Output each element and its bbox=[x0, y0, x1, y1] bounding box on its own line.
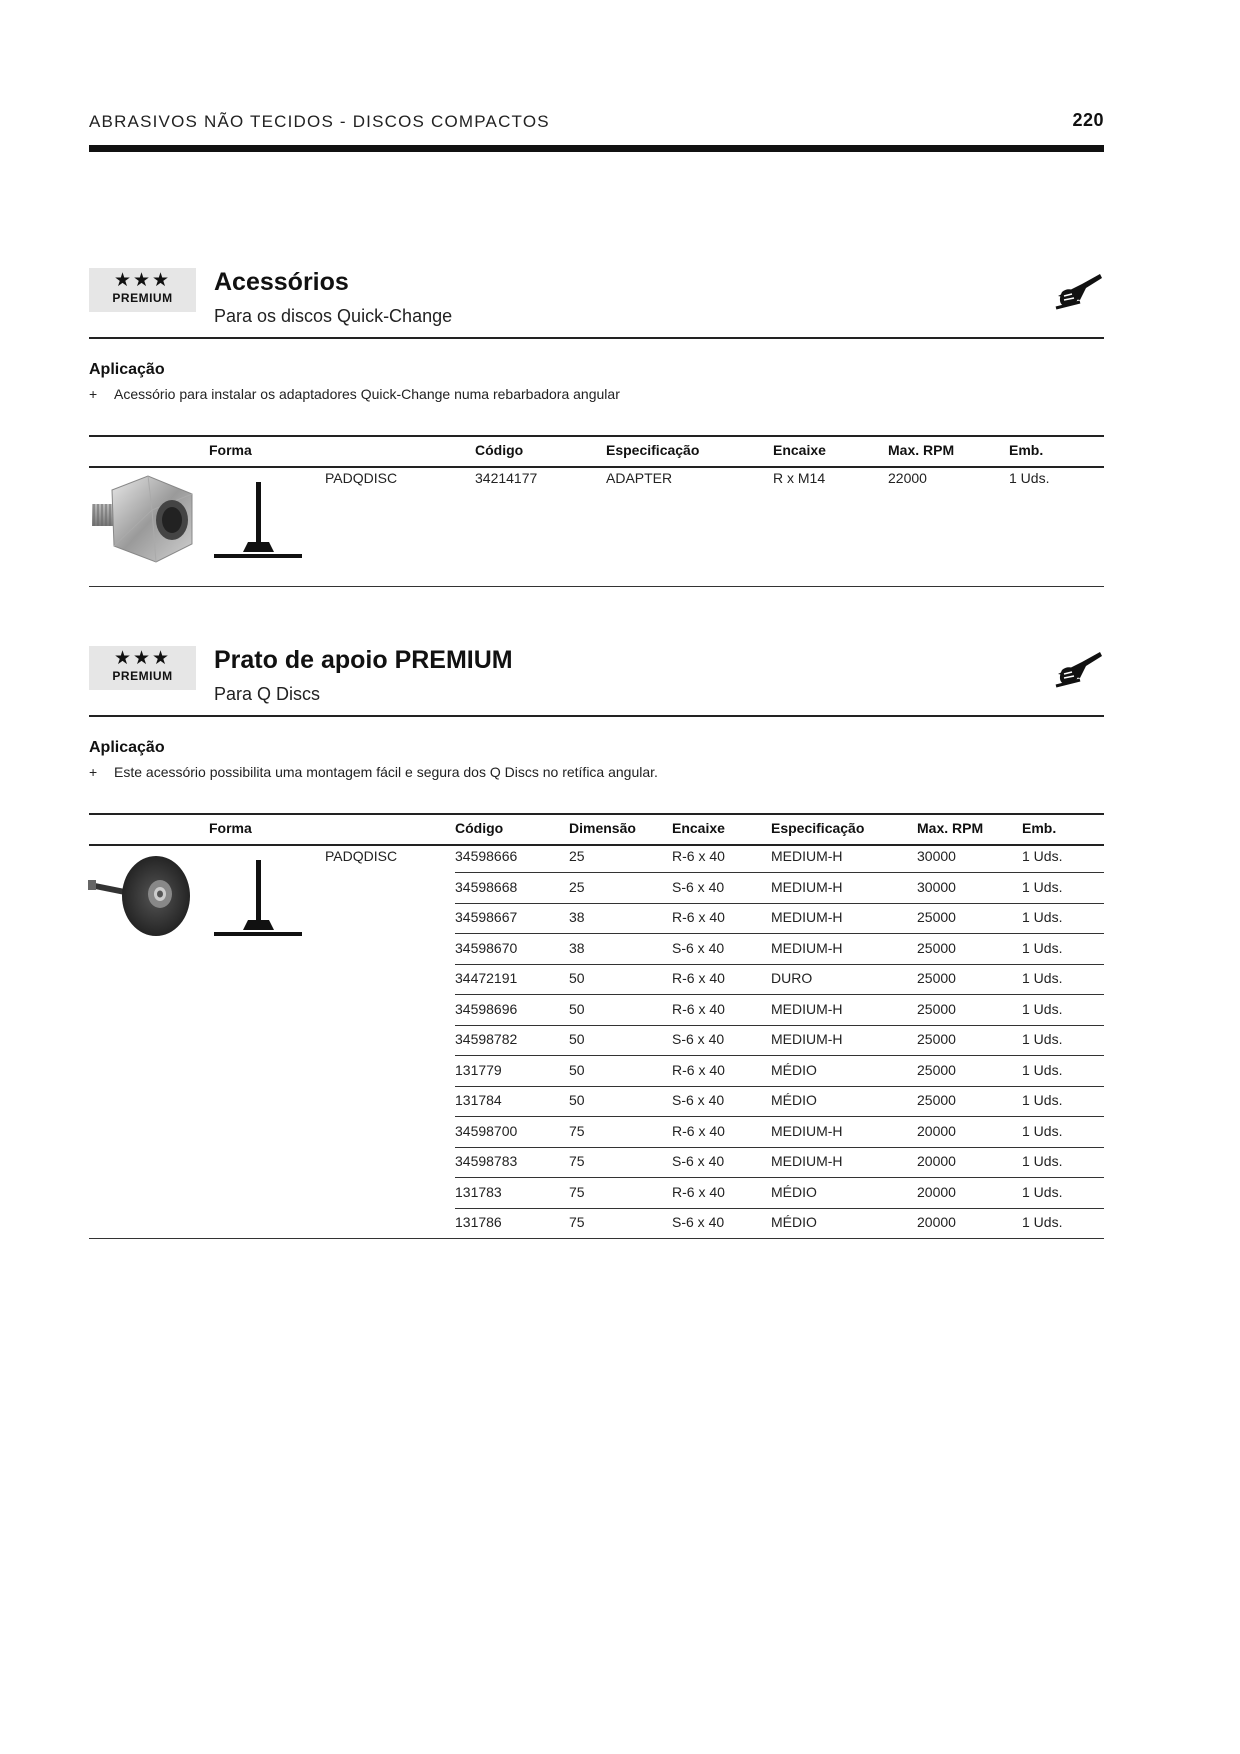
section-rule bbox=[89, 337, 1104, 339]
row-divider bbox=[455, 1055, 1104, 1056]
cell-especificacao: MÉDIO bbox=[771, 1061, 817, 1078]
cell-max-rpm: 25000 bbox=[917, 970, 956, 986]
cell-codigo: 131786 bbox=[455, 1214, 502, 1230]
plus-icon: + bbox=[89, 386, 98, 402]
cell-especificacao: MEDIUM-H bbox=[771, 848, 843, 864]
cell-dimensao: 75 bbox=[569, 1122, 585, 1139]
product-name: PADQDISC bbox=[325, 848, 398, 864]
cell-dimensao: 25 bbox=[569, 848, 585, 864]
col-header-especificacao: Especificação bbox=[771, 820, 865, 836]
col-header-codigo: Código bbox=[455, 820, 504, 836]
cell-encaixe: R-6 x 40 bbox=[672, 1000, 725, 1017]
table-bottom-rule bbox=[89, 1238, 1104, 1239]
cell-encaixe: S-6 x 40 bbox=[672, 1153, 725, 1169]
row-divider bbox=[455, 1086, 1104, 1087]
product-name: PADQDISC bbox=[325, 470, 398, 486]
cell-especificacao: MÉDIO bbox=[771, 1183, 817, 1200]
cell-codigo: 131779 bbox=[455, 1061, 502, 1078]
cell-emb: 1 Uds. bbox=[1022, 1061, 1063, 1078]
cell-encaixe: R-6 x 40 bbox=[672, 1122, 725, 1139]
cell-emb: 1 Uds. bbox=[1022, 1214, 1063, 1230]
cell-codigo: 34598666 bbox=[455, 848, 518, 864]
col-header-max-rpm: Max. RPM bbox=[888, 442, 955, 458]
col-header-especificacao: Especificação bbox=[606, 442, 700, 458]
cell-max-rpm: 20000 bbox=[917, 1122, 956, 1139]
cell-dimensao: 50 bbox=[569, 970, 585, 986]
cell-emb: 1 Uds. bbox=[1022, 939, 1063, 956]
section-subtitle: Para Q Discs bbox=[214, 684, 321, 704]
cell-emb: 1 Uds. bbox=[1022, 1183, 1063, 1200]
page-number: 220 bbox=[1072, 110, 1104, 130]
cell-emb: 1 Uds. bbox=[1009, 470, 1050, 486]
cell-especificacao: MEDIUM-H bbox=[771, 939, 843, 956]
cell-encaixe: S-6 x 40 bbox=[672, 939, 725, 956]
cell-codigo: 131784 bbox=[455, 1092, 502, 1108]
stars-icon: ★★★ bbox=[113, 648, 172, 669]
cell-codigo: 34598783 bbox=[455, 1153, 518, 1169]
row-divider bbox=[455, 1208, 1104, 1209]
row-divider bbox=[455, 964, 1104, 965]
cell-max-rpm: 25000 bbox=[917, 1031, 956, 1047]
cell-especificacao: MEDIUM-H bbox=[771, 1153, 843, 1169]
premium-badge bbox=[89, 646, 196, 690]
header-rule bbox=[89, 145, 1104, 152]
running-header-title: ABRASIVOS NÃO TECIDOS - DISCOS COMPACTOS bbox=[89, 112, 550, 131]
cell-max-rpm: 25000 bbox=[917, 939, 956, 956]
table-top-rule bbox=[89, 813, 1104, 815]
cell-max-rpm: 25000 bbox=[917, 1061, 956, 1078]
row-divider bbox=[455, 903, 1104, 904]
cell-encaixe: R-6 x 40 bbox=[672, 909, 725, 925]
cell-max-rpm: 25000 bbox=[917, 1092, 956, 1108]
cell-especificacao: MÉDIO bbox=[771, 1092, 817, 1108]
application-title: Aplicação bbox=[89, 361, 165, 378]
table-header-rule bbox=[89, 844, 1104, 846]
cell-codigo: 34472191 bbox=[455, 970, 518, 986]
cell-emb: 1 Uds. bbox=[1022, 1031, 1063, 1047]
angle-grinder-icon bbox=[1052, 648, 1104, 692]
cell-emb: 1 Uds. bbox=[1022, 1122, 1063, 1139]
application-text: Este acessório possibilita uma montagem fácil e segura dos Q Discs no retífica angular. bbox=[114, 764, 658, 780]
cell-dimensao: 75 bbox=[569, 1153, 585, 1169]
cell-max-rpm: 20000 bbox=[917, 1183, 956, 1200]
cell-dimensao: 38 bbox=[569, 939, 585, 956]
cell-especificacao: MÉDIO bbox=[771, 1214, 817, 1230]
application-item bbox=[89, 764, 658, 780]
application-text: Acessório para instalar os adaptadores Quick-Change numa rebarbadora angular bbox=[114, 386, 620, 402]
table-header-rule bbox=[89, 466, 1104, 468]
premium-badge bbox=[89, 268, 196, 312]
cell-codigo: 34598667 bbox=[455, 909, 518, 925]
cell-emb: 1 Uds. bbox=[1022, 1153, 1063, 1169]
cell-emb: 1 Uds. bbox=[1022, 970, 1063, 986]
section-title: Acessórios bbox=[214, 268, 349, 296]
row-divider bbox=[455, 1116, 1104, 1117]
col-header-max-rpm: Max. RPM bbox=[917, 820, 984, 836]
cell-especificacao: DURO bbox=[771, 970, 813, 986]
row-divider bbox=[455, 1177, 1104, 1178]
application-item bbox=[89, 386, 620, 402]
cell-encaixe: R-6 x 40 bbox=[672, 1183, 725, 1200]
cell-dimensao: 50 bbox=[569, 1092, 585, 1108]
cell-encaixe: R-6 x 40 bbox=[672, 970, 725, 986]
col-header-dimensao: Dimensão bbox=[569, 820, 636, 836]
cell-codigo: 131783 bbox=[455, 1183, 502, 1200]
cell-max-rpm: 22000 bbox=[888, 470, 927, 486]
premium-label: PREMIUM bbox=[112, 291, 173, 305]
premium-label: PREMIUM bbox=[112, 669, 173, 683]
cell-encaixe: S-6 x 40 bbox=[672, 1031, 725, 1047]
cell-emb: 1 Uds. bbox=[1022, 878, 1063, 895]
cell-encaixe: S-6 x 40 bbox=[672, 878, 725, 895]
cell-max-rpm: 20000 bbox=[917, 1214, 956, 1230]
col-header-emb: Emb. bbox=[1009, 442, 1044, 458]
backing-pad-image bbox=[88, 852, 194, 938]
cell-dimensao: 75 bbox=[569, 1214, 585, 1230]
cell-emb: 1 Uds. bbox=[1022, 1000, 1063, 1017]
cell-codigo: 34598670 bbox=[455, 939, 518, 956]
cell-emb: 1 Uds. bbox=[1022, 1092, 1063, 1108]
cell-codigo: 34214177 bbox=[475, 470, 538, 486]
cell-dimensao: 50 bbox=[569, 1031, 585, 1047]
cell-especificacao: ADAPTER bbox=[606, 470, 673, 486]
cell-especificacao: MEDIUM-H bbox=[771, 878, 843, 895]
cell-dimensao: 50 bbox=[569, 1000, 585, 1017]
cell-especificacao: MEDIUM-H bbox=[771, 909, 843, 925]
cell-emb: 1 Uds. bbox=[1022, 909, 1063, 925]
row-divider bbox=[455, 933, 1104, 934]
cell-encaixe: S-6 x 40 bbox=[672, 1092, 725, 1108]
section-rule bbox=[89, 715, 1104, 717]
forma-pad-icon bbox=[212, 860, 304, 944]
cell-dimensao: 50 bbox=[569, 1061, 585, 1078]
table-bottom-rule bbox=[89, 586, 1104, 587]
cell-dimensao: 38 bbox=[569, 909, 585, 925]
stars-icon: ★★★ bbox=[113, 270, 172, 291]
angle-grinder-icon bbox=[1052, 270, 1104, 314]
cell-especificacao: MEDIUM-H bbox=[771, 1122, 843, 1139]
cell-max-rpm: 25000 bbox=[917, 1000, 956, 1017]
cell-emb: 1 Uds. bbox=[1022, 848, 1063, 864]
cell-codigo: 34598696 bbox=[455, 1000, 518, 1017]
row-divider bbox=[455, 1025, 1104, 1026]
cell-especificacao: MEDIUM-H bbox=[771, 1000, 843, 1017]
col-header-encaixe: Encaixe bbox=[773, 442, 826, 458]
row-divider bbox=[455, 872, 1104, 873]
cell-codigo: 34598700 bbox=[455, 1122, 518, 1139]
cell-dimensao: 75 bbox=[569, 1183, 585, 1200]
cell-max-rpm: 30000 bbox=[917, 848, 956, 864]
table-top-rule bbox=[89, 435, 1104, 437]
cell-especificacao: MEDIUM-H bbox=[771, 1031, 843, 1047]
application-title: Aplicação bbox=[89, 739, 165, 756]
cell-encaixe: R-6 x 40 bbox=[672, 1061, 725, 1078]
cell-max-rpm: 20000 bbox=[917, 1153, 956, 1169]
cell-dimensao: 25 bbox=[569, 878, 585, 895]
cell-encaixe: S-6 x 40 bbox=[672, 1214, 725, 1230]
adapter-image bbox=[88, 470, 198, 568]
col-header-codigo: Código bbox=[475, 442, 524, 458]
cell-encaixe: R x M14 bbox=[773, 470, 826, 486]
cell-codigo: 34598668 bbox=[455, 878, 518, 895]
cell-encaixe: R-6 x 40 bbox=[672, 848, 725, 864]
plus-icon: + bbox=[89, 764, 98, 780]
cell-codigo: 34598782 bbox=[455, 1031, 518, 1047]
col-header-forma: Forma bbox=[209, 442, 252, 458]
section-title: Prato de apoio PREMIUM bbox=[214, 646, 513, 674]
cell-max-rpm: 25000 bbox=[917, 909, 956, 925]
col-header-emb: Emb. bbox=[1022, 820, 1057, 836]
forma-pad-icon bbox=[212, 482, 304, 566]
row-divider bbox=[455, 994, 1104, 995]
cell-max-rpm: 30000 bbox=[917, 878, 956, 895]
section-subtitle: Para os discos Quick-Change bbox=[214, 306, 453, 326]
col-header-forma: Forma bbox=[209, 820, 252, 836]
row-divider bbox=[455, 1147, 1104, 1148]
col-header-encaixe: Encaixe bbox=[672, 820, 725, 836]
